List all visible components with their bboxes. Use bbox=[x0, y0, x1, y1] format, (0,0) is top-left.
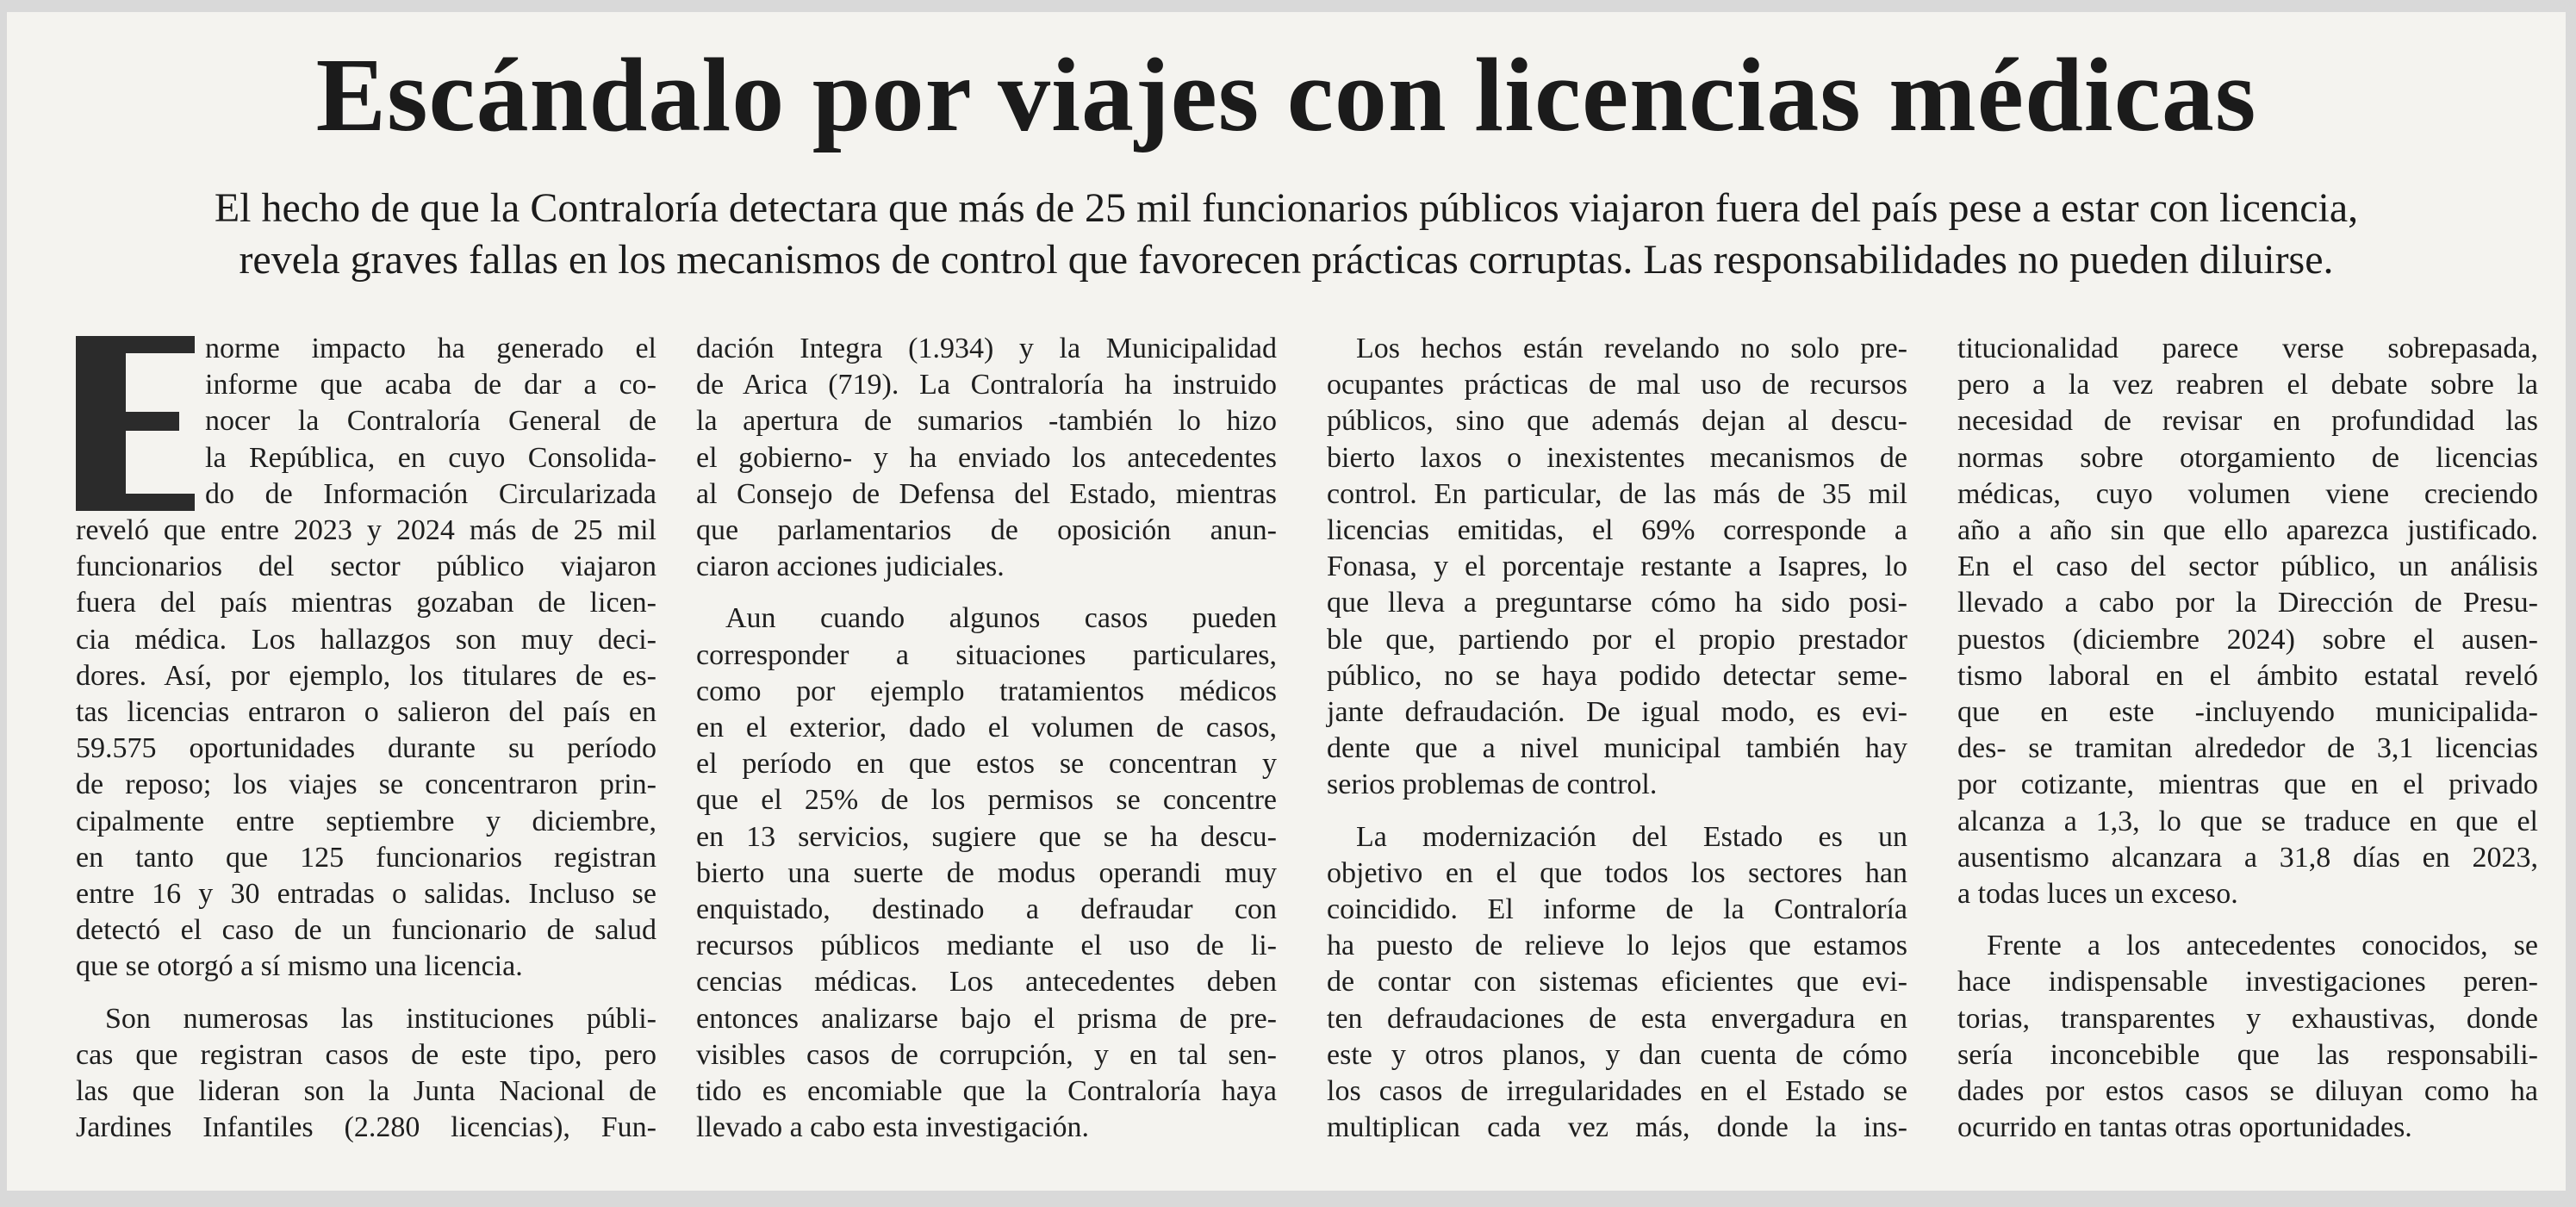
text-line: recursos públicos mediante el uso de li- bbox=[696, 930, 1277, 962]
text-line: do de Información Circularizada bbox=[205, 477, 656, 510]
column-2 bbox=[696, 331, 1277, 1146]
text-line: cipalmente entre septiembre y diciembre, bbox=[76, 805, 656, 837]
text-line: que parlamentarios de oposición anun- bbox=[696, 514, 1277, 547]
text-line: necesidad de revisar en profundidad las bbox=[1957, 405, 2538, 438]
text-line: sería inconcebible que las responsabili- bbox=[1957, 1038, 2538, 1071]
text-line: que lleva a preguntarse cómo ha sido posi- bbox=[1327, 587, 1907, 619]
text-line: visibles casos de corrupción, y en tal sen- bbox=[696, 1038, 1277, 1071]
text-line: reveló que entre 2023 y 2024 más de 25 mil bbox=[76, 514, 656, 547]
text-line: el período en que estos se concentran y bbox=[696, 748, 1277, 781]
text-line: fuera del país mientras gozaban de licen- bbox=[76, 587, 656, 619]
text-line: de Arica (719). La Contraloría ha instruido bbox=[696, 369, 1277, 401]
paragraph bbox=[76, 1001, 656, 1147]
text-line: las que lideran son la Junta Nacional de bbox=[76, 1075, 656, 1108]
text-line: puestos (diciembre 2024) sobre el ausen- bbox=[1957, 623, 2538, 656]
text-line: Fonasa, y el porcentaje restante a Isapres, lo bbox=[1327, 551, 1907, 583]
text-line: al Consejo de Defensa del Estado, mientras bbox=[696, 477, 1277, 510]
text-line: ble que, partiendo por el propio prestador bbox=[1327, 623, 1907, 656]
text-line: normas sobre otorgamiento de licencias bbox=[1957, 441, 2538, 474]
text-line: por cotizante, mientras que en el privado bbox=[1957, 768, 2538, 801]
text-line: que el 25% de los permisos se concentre bbox=[696, 784, 1277, 817]
text-line: como por ejemplo tratamientos médicos bbox=[696, 675, 1277, 707]
text-line: la apertura de sumarios -también lo hizo bbox=[696, 405, 1277, 438]
text-line: el gobierno- y ha enviado los antecedentes bbox=[696, 441, 1277, 474]
text-line: control. En particular, de las más de 35 mil bbox=[1327, 477, 1907, 510]
text-line: dores. Así, por ejemplo, los titulares de es- bbox=[76, 659, 656, 692]
text-line: médicas, cuyo volumen viene creciendo bbox=[1957, 477, 2538, 510]
text-line: a todas luces un exceso. bbox=[1957, 878, 2238, 911]
newspaper-page bbox=[7, 12, 2566, 1191]
text-line: corresponder a situaciones particulares, bbox=[696, 638, 1277, 671]
text-line: des- se tramitan alrededor de 3,1 licencias bbox=[1957, 732, 2538, 765]
text-line: ciaron acciones judiciales. bbox=[696, 551, 1005, 583]
text-line: Son numerosas las instituciones públi- bbox=[105, 1002, 656, 1035]
text-line: en tanto que 125 funcionarios registran bbox=[76, 841, 656, 874]
text-line: 59.575 oportunidades durante su período bbox=[76, 732, 656, 765]
text-line: entre 16 y 30 entradas o salidas. Incluso se bbox=[76, 878, 656, 911]
subhead bbox=[59, 183, 2514, 286]
text-line: jante defraudación. De igual modo, es evi- bbox=[1327, 696, 1907, 729]
text-line: que en este -incluyendo municipalida- bbox=[1957, 696, 2538, 729]
text-line: cia médica. Los hallazgos son muy deci- bbox=[76, 623, 656, 656]
paragraph bbox=[1327, 819, 1907, 1147]
text-line: ocurrido en tantas otras oportunidades. bbox=[1957, 1111, 2412, 1144]
text-line: objetivo en el que todos los sectores han bbox=[1327, 856, 1907, 889]
text-line: Aun cuando algunos casos pueden bbox=[725, 602, 1277, 635]
text-line: norme impacto ha generado el bbox=[205, 333, 656, 364]
drop-cap bbox=[76, 336, 195, 511]
text-line: En el caso del sector público, un análisis bbox=[1957, 551, 2538, 583]
text-line: llevado a cabo por la Dirección de Presu- bbox=[1957, 587, 2538, 619]
paragraph bbox=[696, 331, 1277, 585]
text-line: dación Integra (1.934) y la Municipalidad bbox=[696, 333, 1277, 364]
text-line: cencias médicas. Los antecedentes deben bbox=[696, 966, 1277, 999]
text-line: serios problemas de control. bbox=[1327, 768, 1658, 801]
text-line: cas que registran casos de este tipo, pero bbox=[76, 1038, 656, 1071]
text-line: torias, transparentes y exhaustivas, donde bbox=[1957, 1002, 2538, 1035]
text-line: este y otros planos, y dan cuenta de cómo bbox=[1327, 1038, 1907, 1071]
text-line: los casos de irregularidades en el Estado se bbox=[1327, 1075, 1907, 1108]
paragraph bbox=[1957, 928, 2538, 1146]
text-line: públicos, sino que además dejan al descu- bbox=[1327, 405, 1907, 438]
text-line: multiplican cada vez más, donde la ins- bbox=[1327, 1111, 1907, 1144]
text-line: llevado a cabo esta investigación. bbox=[696, 1111, 1089, 1144]
text-line: titucionalidad parece verse sobrepasada, bbox=[1957, 333, 2538, 364]
text-line: Jardines Infantiles (2.280 licencias), Fun- bbox=[76, 1111, 656, 1144]
text-line: ausentismo alcanzara a 31,8 días en 2023, bbox=[1957, 841, 2538, 874]
text-line: alcanza a 1,3, lo que se traduce en que el bbox=[1957, 805, 2538, 837]
text-line: coincidido. El informe de la Contraloría bbox=[1327, 893, 1907, 926]
text-line: la República, en cuyo Consolida- bbox=[205, 441, 656, 474]
text-line: Frente a los antecedentes conocidos, se bbox=[1987, 930, 2538, 962]
text-line: ten defraudaciones de esta envergadura en bbox=[1327, 1002, 1907, 1035]
text-line: Los hechos están revelando no solo pre- bbox=[1356, 333, 1907, 364]
text-line: entonces analizarse bajo el prisma de pre- bbox=[696, 1002, 1277, 1035]
subhead-line: revela graves fallas en los mecanismos de control que favorecen prácticas corruptas. Las responsabilidades no pueden diluirse. bbox=[239, 237, 2334, 283]
paragraph bbox=[76, 513, 656, 986]
text-line: en 13 servicios, sugiere que se ha descu- bbox=[696, 820, 1277, 853]
column-4 bbox=[1957, 331, 2538, 1146]
text-line: público, no se haya podido detectar seme- bbox=[1327, 659, 1907, 692]
text-line: dades por estos casos se diluyan como ha bbox=[1957, 1075, 2538, 1108]
text-line: tas licencias entraron o salieron del país en bbox=[76, 696, 656, 729]
text-line: nocer la Contraloría General de bbox=[205, 405, 656, 438]
text-line: ocupantes prácticas de mal uso de recursos bbox=[1327, 369, 1907, 401]
text-line: bierto una suerte de modus operandi muy bbox=[696, 856, 1277, 889]
subhead-line: El hecho de que la Contraloría detectara que más de 25 mil funcionarios públicos viajaron fuera del país pese a estar con licencia, bbox=[214, 185, 2359, 231]
text-line: año a año sin que ello aparezca justificado. bbox=[1957, 514, 2538, 547]
text-line: que se otorgó a sí mismo una licencia. bbox=[76, 950, 523, 983]
text-line: bierto laxos o inexistentes mecanismos de bbox=[1327, 441, 1907, 474]
text-line: hace indispensable investigaciones peren- bbox=[1957, 966, 2538, 999]
column-3 bbox=[1327, 331, 1907, 1146]
paragraph bbox=[696, 600, 1277, 1146]
text-line: informe que acaba de dar a co- bbox=[205, 369, 656, 401]
text-line: de contar con sistemas eficientes que evi- bbox=[1327, 966, 1907, 999]
text-line: enquistado, destinado a defraudar con bbox=[696, 893, 1277, 926]
text-line: en el exterior, dado el volumen de casos, bbox=[696, 712, 1277, 744]
text-line: tido es encomiable que la Contraloría haya bbox=[696, 1075, 1277, 1108]
text-line: pero a la vez reabren el debate sobre la bbox=[1957, 369, 2538, 401]
text-line: detectó el caso de un funcionario de salud bbox=[76, 914, 656, 947]
text-line: tismo laboral en el ámbito estatal reveló bbox=[1957, 659, 2538, 692]
paragraph bbox=[1957, 331, 2538, 912]
column-1 bbox=[76, 331, 656, 1146]
text-line: La modernización del Estado es un bbox=[1356, 820, 1907, 853]
paragraph bbox=[1327, 331, 1907, 804]
headline: Escándalo por viajes con licencias médicas bbox=[315, 37, 2257, 153]
text-line: dente que a nivel municipal también hay bbox=[1327, 732, 1907, 765]
text-line: licencias emitidas, el 69% corresponde a bbox=[1327, 514, 1907, 547]
text-line: de reposo; los viajes se concentraron prin- bbox=[76, 768, 656, 801]
text-line: funcionarios del sector público viajaron bbox=[76, 551, 656, 583]
text-line: ha puesto de relieve lo lejos que estamos bbox=[1327, 930, 1907, 962]
